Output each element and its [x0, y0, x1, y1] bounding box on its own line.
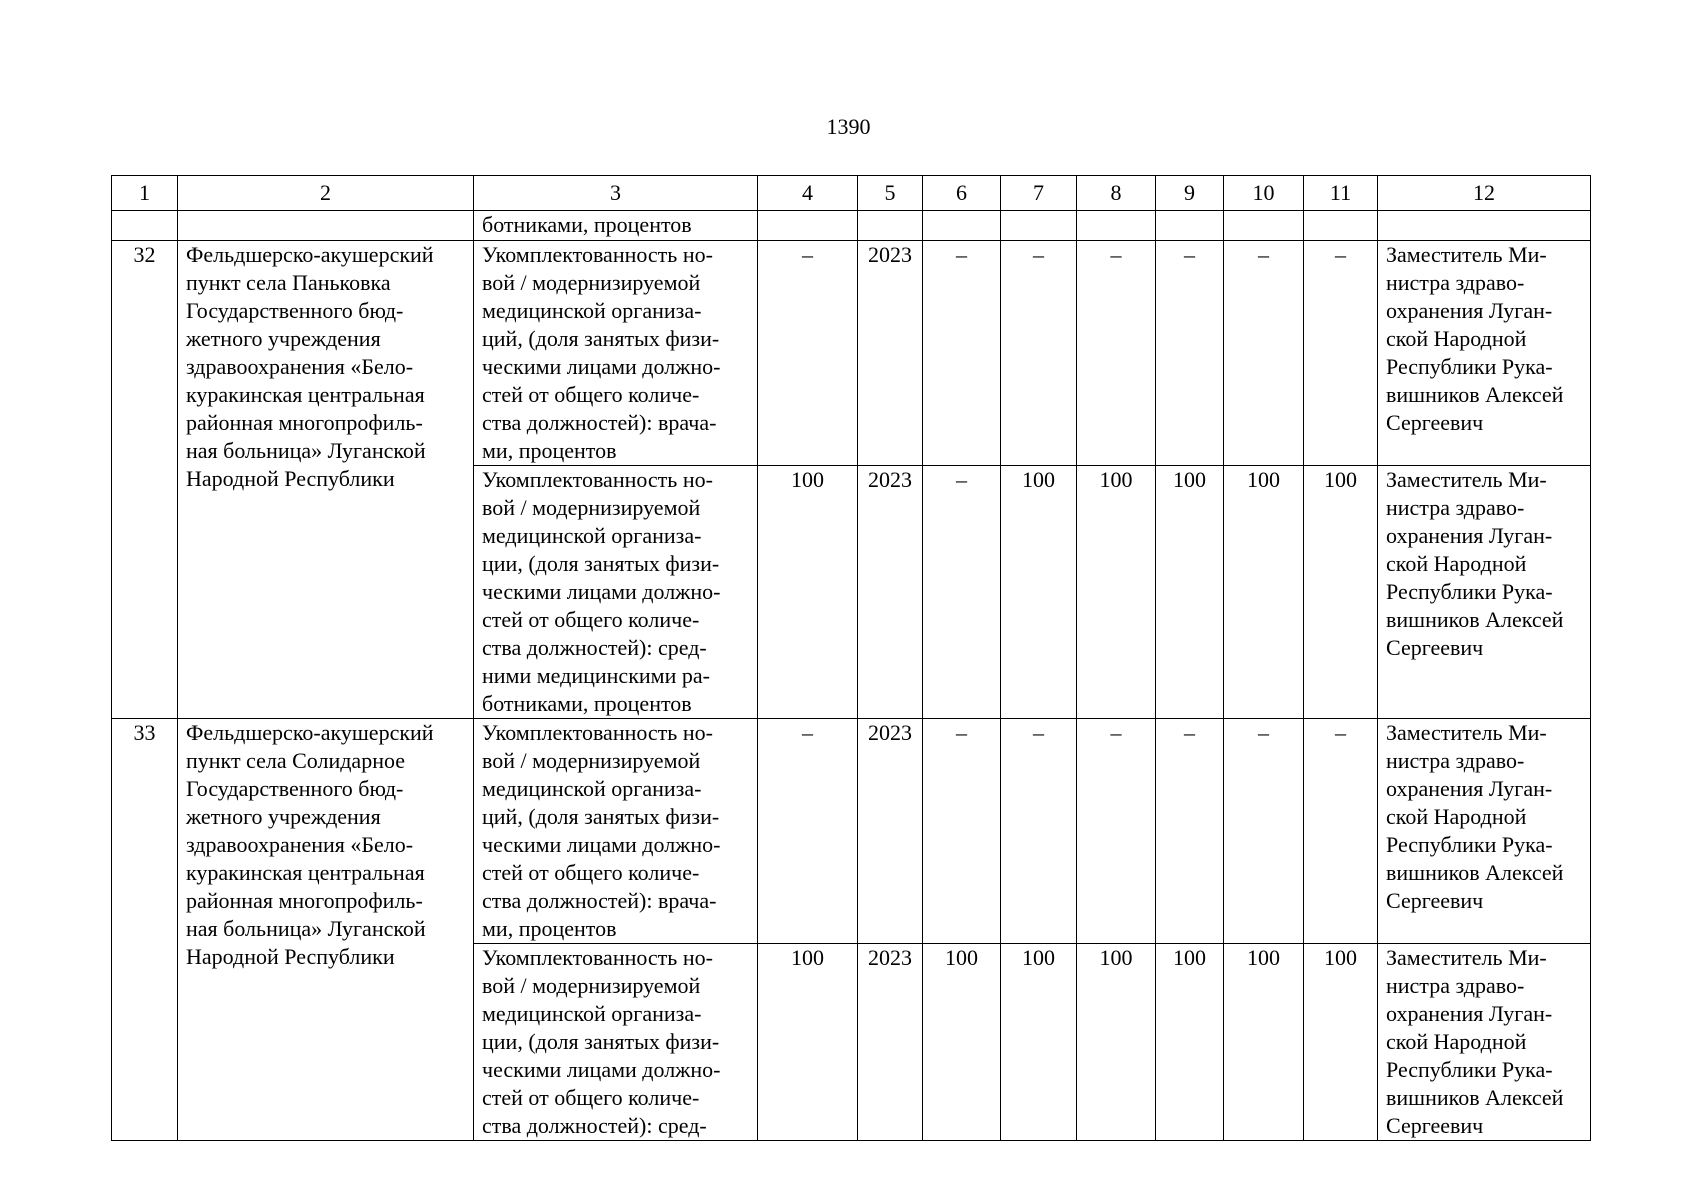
- value-cell: 100: [1224, 944, 1304, 1141]
- entry-number: 33: [112, 719, 178, 1141]
- organization-name-line: Государственного бюд-: [186, 776, 404, 801]
- indicator-line: вой / модернизируемой: [482, 495, 701, 520]
- organization-name-line: пункт села Паньковка: [186, 270, 391, 295]
- organization-name-line: Фельдшерско-акушерский: [186, 242, 434, 267]
- value-cell: 2023: [858, 466, 923, 719]
- value-cell: 100: [1077, 466, 1156, 719]
- responsible-person-line: вишников Алексей: [1386, 1085, 1564, 1110]
- value-cell: –: [1156, 241, 1224, 466]
- indicator-line: вой / модернизируемой: [482, 270, 701, 295]
- value-cell: 2023: [858, 944, 923, 1141]
- column-header: 7: [1001, 176, 1077, 211]
- responsible-person-line: нистра здраво-: [1386, 270, 1525, 295]
- indicator-description: [474, 241, 758, 466]
- value-cell: –: [1304, 241, 1378, 466]
- organization-name-line: жетного учреждения: [186, 804, 381, 829]
- value-cell: –: [1224, 241, 1304, 466]
- value-cell: 100: [758, 466, 858, 719]
- value-cell: 100: [1304, 944, 1378, 1141]
- responsible-person: [1378, 466, 1591, 719]
- value-cell: 100: [1156, 944, 1224, 1141]
- responsible-person: [1378, 944, 1591, 1141]
- organization-name: [178, 719, 474, 1141]
- responsible-person-line: Сергеевич: [1386, 1113, 1484, 1138]
- column-header: 11: [1304, 176, 1378, 211]
- value-cell: 100: [1077, 944, 1156, 1141]
- value-cell: 100: [923, 944, 1001, 1141]
- column-header: 12: [1378, 176, 1591, 211]
- indicator-line: вой / модернизируемой: [482, 973, 701, 998]
- responsible-person-line: охранения Луган-: [1386, 523, 1553, 548]
- indicator-line: медицинской организа-: [482, 523, 702, 548]
- responsible-person-line: Республики Рука-: [1386, 1057, 1553, 1082]
- responsible-person-line: вишников Алексей: [1386, 607, 1564, 632]
- indicator-line: медицинской организа-: [482, 298, 702, 323]
- responsible-person-line: Сергеевич: [1386, 635, 1484, 660]
- responsible-person-line: вишников Алексей: [1386, 382, 1564, 407]
- value-cell: 100: [758, 944, 858, 1141]
- column-header: 2: [178, 176, 474, 211]
- organization-name-line: Народной Республики: [186, 944, 395, 969]
- organization-name-line: здравоохранения «Бело-: [186, 354, 414, 379]
- organization-name-line: здравоохранения «Бело-: [186, 832, 414, 857]
- value-cell: 2023: [858, 719, 923, 944]
- responsible-person-line: ской Народной: [1386, 804, 1527, 829]
- organization-name-line: районная многопрофиль-: [186, 888, 423, 913]
- responsible-person-line: Заместитель Ми-: [1386, 720, 1547, 745]
- value-cell: 2023: [858, 241, 923, 466]
- value-cell: 100: [1156, 466, 1224, 719]
- indicator-line: ческими лицами должно-: [482, 832, 721, 857]
- column-header: 10: [1224, 176, 1304, 211]
- value-cell: 100: [1001, 944, 1077, 1141]
- organization-name-line: Государственного бюд-: [186, 298, 404, 323]
- indicator-description: [474, 944, 758, 1141]
- column-header: 9: [1156, 176, 1224, 211]
- responsible-person-line: Сергеевич: [1386, 888, 1484, 913]
- responsible-person-line: Республики Рука-: [1386, 832, 1553, 857]
- organization-name-line: жетного учреждения: [186, 326, 381, 351]
- indicator-line: ции, (доля занятых физи-: [482, 551, 720, 576]
- value-cell: 100: [1224, 466, 1304, 719]
- responsible-person-line: нистра здраво-: [1386, 973, 1525, 998]
- indicator-line: ческими лицами должно-: [482, 1057, 721, 1082]
- indicator-line: ми, процентов: [482, 438, 617, 463]
- organization-name-line: куракинская центральная: [186, 382, 425, 407]
- responsible-person-line: ской Народной: [1386, 551, 1527, 576]
- organization-name-line: Фельдшерско-акушерский: [186, 720, 434, 745]
- responsible-person-line: Заместитель Ми-: [1386, 242, 1547, 267]
- indicator-line: Укомплектованность но-: [482, 242, 713, 267]
- value-cell: 100: [1001, 466, 1077, 719]
- responsible-person: [1378, 241, 1591, 466]
- responsible-person-line: нистра здраво-: [1386, 748, 1525, 773]
- organization-name: [178, 241, 474, 719]
- indicator-line: ства должностей): сред-: [482, 635, 707, 660]
- column-header: 8: [1077, 176, 1156, 211]
- indicator-line: вой / модернизируемой: [482, 748, 701, 773]
- responsible-person-line: вишников Алексей: [1386, 860, 1564, 885]
- value-cell: –: [1077, 241, 1156, 466]
- indicator-description: [474, 466, 758, 719]
- column-header: 4: [758, 176, 858, 211]
- indicator-line: ства должностей): сред-: [482, 1113, 707, 1138]
- indicator-line: стей от общего количе-: [482, 607, 700, 632]
- value-cell: –: [1077, 719, 1156, 944]
- indicator-line: Укомплектованность но-: [482, 720, 713, 745]
- responsible-person-line: ской Народной: [1386, 326, 1527, 351]
- value-cell: –: [758, 241, 858, 466]
- responsible-person-line: Заместитель Ми-: [1386, 467, 1547, 492]
- entry-number: 32: [112, 241, 178, 719]
- value-cell: 100: [1304, 466, 1378, 719]
- responsible-person-line: Республики Рука-: [1386, 354, 1553, 379]
- indicator-line: Укомплектованность но-: [482, 467, 713, 492]
- indicator-line: ческими лицами должно-: [482, 354, 721, 379]
- indicator-line: стей от общего количе-: [482, 860, 700, 885]
- column-header: 6: [923, 176, 1001, 211]
- indicator-line: ческими лицами должно-: [482, 579, 721, 604]
- indicator-line: ства должностей): врача-: [482, 410, 717, 435]
- indicator-line: ми, процентов: [482, 916, 617, 941]
- table-row: [112, 241, 1591, 466]
- organization-name-line: куракинская центральная: [186, 860, 425, 885]
- continuation-row: [112, 211, 1591, 241]
- value-cell: –: [1001, 719, 1077, 944]
- value-cell: –: [1001, 241, 1077, 466]
- indicator-description: [474, 719, 758, 944]
- value-cell: –: [1156, 719, 1224, 944]
- organization-name-line: ная больница» Луганской: [186, 438, 426, 463]
- page-number: 1390: [826, 114, 871, 139]
- responsible-person-line: Республики Рука-: [1386, 579, 1553, 604]
- value-cell: –: [923, 466, 1001, 719]
- organization-name-line: Народной Республики: [186, 466, 395, 491]
- indicator-line: ства должностей): врача-: [482, 888, 717, 913]
- indicator-line: медицинской организа-: [482, 776, 702, 801]
- indicator-line: ций, (доля занятых физи-: [482, 804, 720, 829]
- column-number-row: [112, 176, 1591, 211]
- responsible-person-line: охранения Луган-: [1386, 776, 1553, 801]
- responsible-person-line: охранения Луган-: [1386, 1001, 1553, 1026]
- responsible-person: [1378, 719, 1591, 944]
- indicator-line: ними медицинскими ра-: [482, 663, 710, 688]
- value-cell: –: [923, 241, 1001, 466]
- responsible-person-line: Сергеевич: [1386, 410, 1484, 435]
- indicator-line: стей от общего количе-: [482, 382, 700, 407]
- organization-name-line: ная больница» Луганской: [186, 916, 426, 941]
- value-cell: –: [1224, 719, 1304, 944]
- indicator-line: ботниками, процентов: [482, 691, 692, 716]
- responsible-person-line: ской Народной: [1386, 1029, 1527, 1054]
- organization-name-line: пункт села Солидарное: [186, 748, 406, 773]
- indicator-line: ции, (доля занятых физи-: [482, 1029, 720, 1054]
- indicator-line: Укомплектованность но-: [482, 945, 713, 970]
- value-cell: –: [1304, 719, 1378, 944]
- column-header: 5: [858, 176, 923, 211]
- column-header: 1: [112, 176, 178, 211]
- responsible-person-line: охранения Луган-: [1386, 298, 1553, 323]
- indicator-line: ций, (доля занятых физи-: [482, 326, 720, 351]
- indicator-continuation: ботниками, процентов: [474, 211, 758, 241]
- indicators-table: [111, 175, 1591, 1141]
- organization-name-line: районная многопрофиль-: [186, 410, 423, 435]
- responsible-person-line: нистра здраво-: [1386, 495, 1525, 520]
- value-cell: –: [923, 719, 1001, 944]
- value-cell: –: [758, 719, 858, 944]
- table-row: [112, 719, 1591, 944]
- indicator-line: стей от общего количе-: [482, 1085, 700, 1110]
- column-header: 3: [474, 176, 758, 211]
- indicator-line: медицинской организа-: [482, 1001, 702, 1026]
- responsible-person-line: Заместитель Ми-: [1386, 945, 1547, 970]
